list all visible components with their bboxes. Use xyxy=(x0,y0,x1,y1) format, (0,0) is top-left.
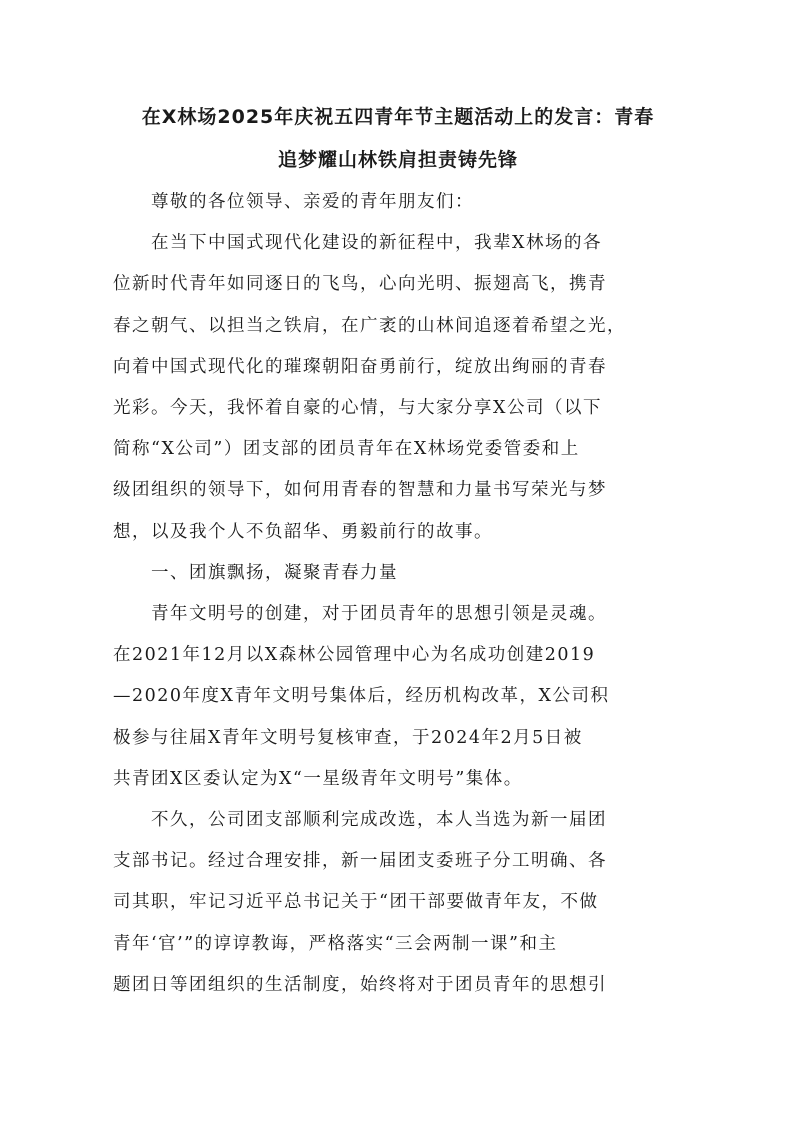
paragraph-line: 极参与往届X青年文明号复核审查，于2024年2月5日被 xyxy=(113,727,583,748)
paragraph-2 xyxy=(113,594,683,800)
section-heading-1: 一、团旗飘扬，凝聚青春力量 xyxy=(151,562,398,583)
document-title-line-1: 在X林场2025年庆祝五四青年节主题活动上的发言：青春 xyxy=(141,106,655,128)
paragraph-line: 支部书记。经过合理安排，新一届团支委班子分工明确、各 xyxy=(113,851,607,872)
salutation: 尊敬的各位领导、亲爱的青年朋友们： xyxy=(151,192,474,212)
paragraph-line: 在2021年12月以X森林公园管理中心为名成功创建2019 xyxy=(113,645,596,666)
paragraph-line: 不久，公司团支部顺利完成改选，本人当选为新一届团 xyxy=(151,810,607,831)
document-title-line-2: 追梦耀山林铁肩担责铸先锋 xyxy=(277,149,518,171)
paragraph-line: 共青团X区委认定为X“一星级青年文明号”集体。 xyxy=(113,768,523,789)
paragraph-line: 在当下中国式现代化建设的新征程中，我辈X林场的各 xyxy=(151,233,602,254)
document-page xyxy=(113,96,683,1006)
paragraph-1 xyxy=(113,223,683,553)
paragraph-3 xyxy=(113,800,683,1006)
paragraph-line: 简称“X公司”）团支部的团员青年在X林场党委管委和上 xyxy=(113,439,580,460)
paragraph-line: —2020年度X青年文明号集体后，经历机构改革，X公司积 xyxy=(113,686,610,707)
paragraph-line: 青年‘官’”的谆谆教诲，严格落实“三会两制一课”和主 xyxy=(113,933,558,954)
paragraph-line: 光彩。今天，我怀着自豪的心情，与大家分享X公司（以下 xyxy=(113,398,602,419)
paragraph-line: 题团日等团组织的生活制度，始终将对于团员青年的思想引 xyxy=(113,974,607,995)
paragraph-line: 级团组织的领导下，如何用青春的智慧和力量书写荣光与梦 xyxy=(113,480,607,501)
paragraph-line: 春之朝气、以担当之铁肩，在广袤的山林间追逐着希望之光， xyxy=(113,315,626,336)
paragraph-line: 司其职，牢记习近平总书记关于“团干部要做青年友，不做 xyxy=(113,892,599,913)
paragraph-line: 想，以及我个人不负韶华、勇毅前行的故事。 xyxy=(113,521,493,542)
paragraph-line: 向着中国式现代化的璀璨朝阳奋勇前行，绽放出绚丽的青春 xyxy=(113,356,607,377)
paragraph-line: 青年文明号的创建，对于团员青年的思想引领是灵魂。 xyxy=(151,604,607,625)
paragraph-line: 位新时代青年如同逐日的飞鸟，心向光明、振翅高飞，携青 xyxy=(113,274,607,295)
